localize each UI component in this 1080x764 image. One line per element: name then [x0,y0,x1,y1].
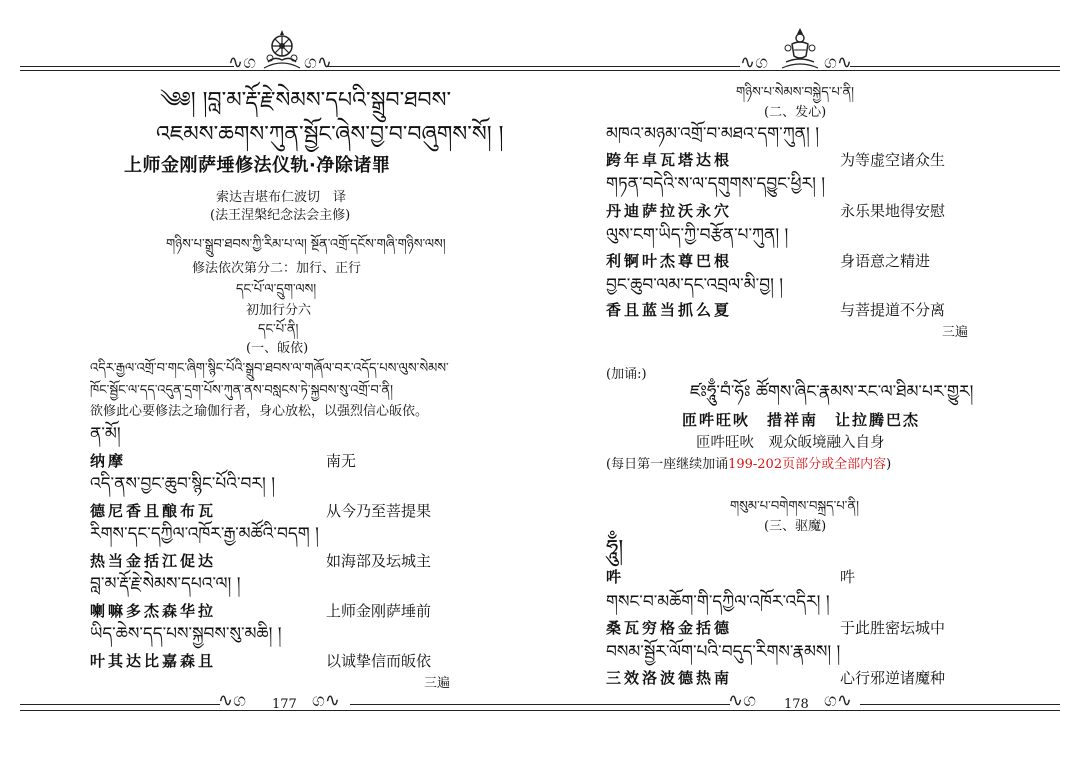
phonetic-line: 三效洛波德热南 [606,669,733,687]
dharma-wheel-icon [262,28,302,72]
page-number: 177 [272,697,297,712]
phonetic-line: 喇嘛多杰森华拉 [90,602,217,620]
third-heading: (三、驱魔) [764,519,827,534]
phonetic-hum: 吽 [606,568,625,586]
footer-rule [350,704,540,705]
swirl-ornament-icon: ග∿ [824,690,852,711]
phonetic-line: 桑瓦穷格金括德 [606,619,733,637]
right-page [540,0,1080,764]
phonetic-mantra: 匝吽旺吙 措祥南 让拉腾巴杰 [682,411,921,429]
tibetan-verse-line: འདི་ནས་བྱང་ཆུབ་སྙིང་པོའི་བར། ། [90,474,275,494]
recitation-note-prefix: (每日第一座继续加诵 [606,457,729,472]
recitation-note [606,458,891,471]
translation-line: 为等虚空诸众生 [840,151,946,169]
tibetan-mantra: ཛཿཧཱུྃ་བཾ་ཧོཿ ཚོགས་ཞིང་རྣམས་རང་ལ་ཐིམ་པར་གྱུར། [690,382,974,402]
phonetic-line: 热当金括江促达 [90,552,217,570]
phonetic-line: 丹迪萨拉沃永穴 [606,202,733,220]
chinese-title: 上师金刚萨埵修法仪轨·净除诸罪 [124,155,391,176]
footer-rule [20,704,220,705]
swirl-ornament-icon: ග∿ [312,690,340,711]
tibetan-verse-line: ལུས་ངག་ཡིད་ཀྱི་བརྩོན་པ་ཀུན། ། [606,225,789,245]
translation-line: 于此胜密坛城中 [840,619,946,637]
footer-rule [860,704,1060,705]
swirl-ornament-icon: ∿ග [740,52,768,73]
translation-line: 与菩提道不分离 [840,301,946,319]
repeat-count: 三遍 [424,676,451,691]
header-rule [20,66,234,67]
tibetan-prelim: དང་པོ་ལ་དྲུག་ལས། [236,282,317,297]
translation-line: 永乐果地得安慰 [840,202,946,220]
translation-line: 以诚挚信而皈依 [326,652,432,670]
swirl-ornament-icon: ∿ග [228,52,256,73]
recitation-note-pages: 199-202页部分或全部内容 [728,457,887,472]
phonetic-line: 叶其达比嘉森且 [90,652,217,670]
translation-line: 南无 [326,452,357,470]
phonetic-line: 纳摩 [90,452,127,470]
footer-rule [540,704,730,705]
translator: 索达吉堪布仁波切 译 [216,190,347,205]
swirl-ornament-icon: ග∿ [304,52,332,73]
tibetan-verse-line: གསང་བ་མཆོག་གི་དཀྱིལ་འཁོར་འདིར། ། [606,592,830,612]
prelim: 初加行分六 [246,303,312,318]
tibetan-namo: ན་མོ། [90,424,121,444]
translation-line: 心行邪逆诸魔种 [840,669,946,687]
phonetic-line: 香且蓝当抓么夏 [606,301,733,319]
phonetic-line: 利锕叶杰尊巴根 [606,252,733,270]
tibetan-intro-1: འདིར་རྒྱལ་འགྲོ་བ་གང་ཞིག་སྙིང་པོའི་སྒྲུབ་ཐབས་ལ་གཞོལ་བར་འདོད་པས་ལུས་སེམས་ [90,361,449,376]
translation-hum: 吽 [840,568,856,586]
tibetan-hum: ཧཱུྃ། [606,536,624,561]
tibetan-verse-line: མཁའ་མཉམ་འགྲོ་བ་མཐའ་དག་ཀུན། ། [606,124,819,144]
tibetan-verse-line: བསམ་སྦྱོར་ལོག་པའི་བདུད་རིགས་རྣམས། ། [606,642,841,662]
add-recitation-label: (加诵:) [606,367,647,382]
swirl-ornament-icon: ∿ග [218,690,246,711]
header-rule [326,66,540,67]
translation-line: 上师金刚萨埵前 [326,602,432,620]
tibetan-heading: གཉིས་པ་སེམས་བསྐྱེད་པ་ནི། [736,85,855,100]
tibetan-first: དང་པོ་ནི། [258,322,299,337]
phonetic-line: 德尼香且酿布瓦 [90,502,217,520]
mantra-translation: 匝吽旺吙 观众皈境融入自身 [696,435,885,451]
repeat-count: 三遍 [942,325,969,340]
tibetan-section-line: གཉིས་པ་སྒྲུབ་ཐབས་ཀྱི་རིམ་པ་ལ། སྔོན་འགྲོ་དངོས་གཞི་གཉིས་ལས། [166,237,446,252]
translation-line: 身语意之精进 [840,252,931,270]
page-number: 178 [784,697,809,712]
tibetan-title-2: འཇམས་ཆགས་ཀུན་སྦྱོང་ཞེས་བྱ་བ་བཞུགས་སོ། ། [156,122,504,147]
tibetan-title-1: ༄༅། །བླ་མ་རྡོ་རྗེ་སེམས་དཔའི་སྒྲུབ་ཐབས་ [160,88,452,113]
tibetan-third-heading: གསུམ་པ་བགེགས་བསྐྲད་པ་ནི། [730,499,859,514]
intro: 欲修此心要修法之瑜伽行者，身心放松，以强烈信心皈依。 [90,404,429,419]
host-note: (法王涅槃纪念法会主修) [210,208,351,223]
swirl-ornament-icon: ග∿ [824,52,852,73]
tibetan-verse-line: ཡིད་ཆེས་དད་པས་སྐྱབས་སུ་མཆི། ། [90,624,282,644]
tibetan-verse-line: རིགས་དང་དཀྱིལ་འཁོར་རྒྱ་མཚོའི་བདག ། [90,524,319,544]
header-rule [540,66,740,67]
first-heading: (一、皈依) [246,341,309,356]
translation-line: 如海部及坛城主 [326,552,432,570]
translation-line: 从今乃至菩提果 [326,502,432,520]
swirl-ornament-icon: ∿ග [728,690,756,711]
header-rule [850,66,1060,67]
treasure-vase-icon [780,26,820,72]
tibetan-verse-line: གཏན་བདེའི་ས་ལ་དགུགས་དབྱུང་ཕྱིར། ། [606,174,826,194]
section-line: 修法依次第分二：加行、正行 [192,261,362,276]
tibetan-verse-line: བྱང་ཆུབ་ལམ་དང་འབྲལ་མི་བྱ། ། [606,275,784,295]
heading: (二、发心) [764,105,827,120]
recitation-note-suffix: ) [886,457,892,472]
tibetan-verse-line: བླ་མ་རྡོ་རྗེ་སེམས་དཔའ་ལ། ། [90,574,241,594]
tibetan-intro-2: ཁོང་སྦྱོང་ལ་དད་འདུན་དྲག་པོས་ཀུན་ནས་བསླངས་ཏེ་སྐྱབས་སུ་འགྲོ་བ་ནི། [90,383,393,398]
phonetic-line: 跨年卓瓦塔达根 [606,151,733,169]
